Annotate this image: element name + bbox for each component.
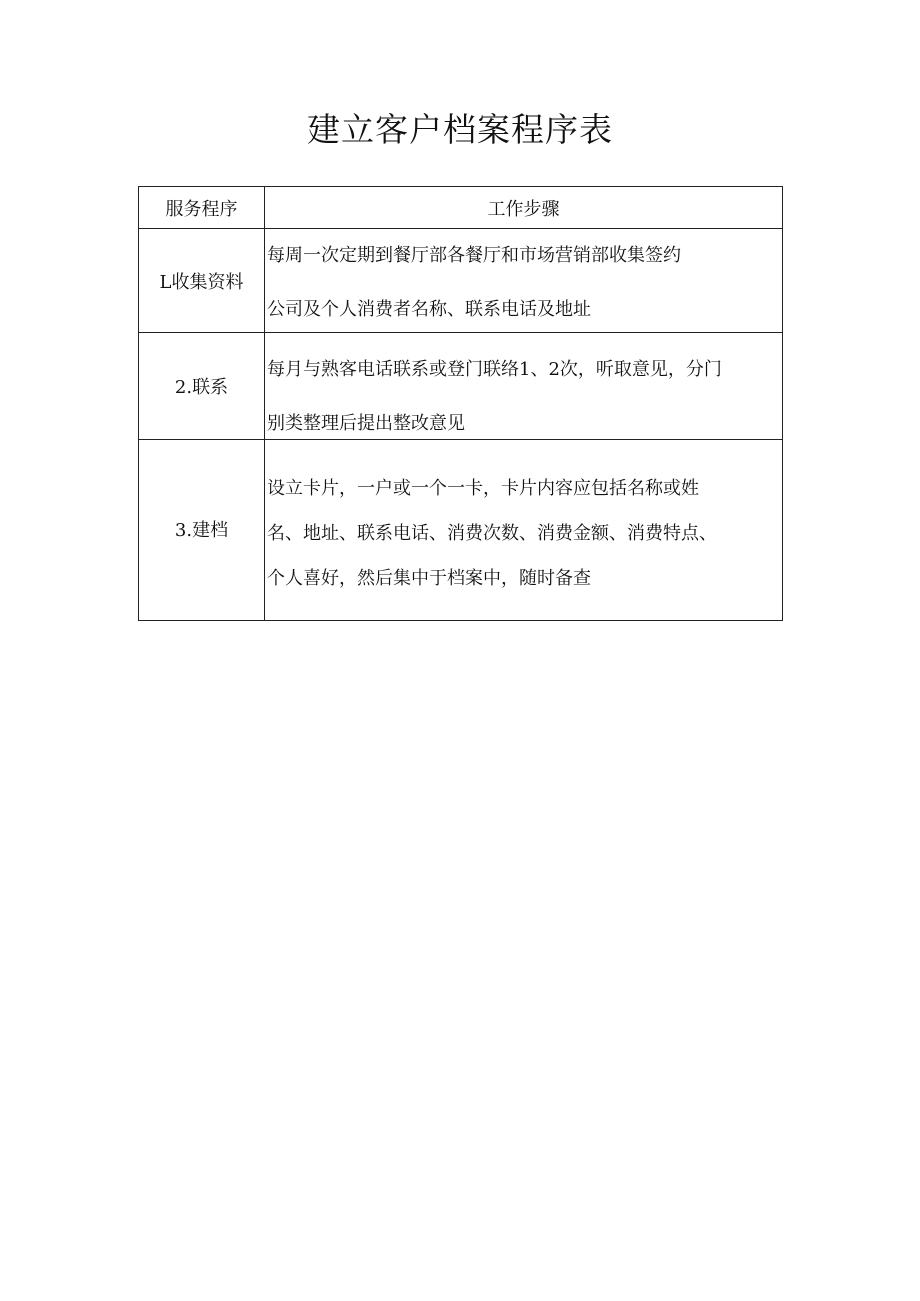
step-description xyxy=(265,440,783,621)
step-description xyxy=(265,333,783,440)
description-line: 每月与熟客电话联系或登门联络1、2次，听取意见，分门 xyxy=(267,359,722,380)
page-title: 建立客户档案程序表 xyxy=(307,110,613,149)
description-line: 名、地址、联系电话、消费次数、消费金额、消费特点、 xyxy=(267,523,717,544)
step-name: L收集资料 xyxy=(139,229,265,333)
step-name: 2.联系 xyxy=(139,333,265,440)
header-service-procedure: 服务程序 xyxy=(139,187,265,229)
table-row xyxy=(139,333,783,440)
table-row xyxy=(139,229,783,333)
description-line: 设立卡片，一户或一个一卡，卡片内容应包括名称或姓 xyxy=(267,478,699,499)
table-row xyxy=(139,440,783,621)
step-name: 3.建档 xyxy=(139,440,265,621)
description-line: 个人喜好，然后集中于档案中，随时备查 xyxy=(267,568,591,589)
table-header-row xyxy=(139,187,783,229)
procedure-table xyxy=(138,186,783,621)
header-work-steps: 工作步骤 xyxy=(265,187,783,229)
description-line: 别类整理后提出整改意见 xyxy=(267,413,465,434)
description-line: 每周一次定期到餐厅部各餐厅和市场营销部收集签约 xyxy=(267,245,681,266)
description-line: 公司及个人消费者名称、联系电话及地址 xyxy=(267,299,591,320)
step-description xyxy=(265,229,783,333)
